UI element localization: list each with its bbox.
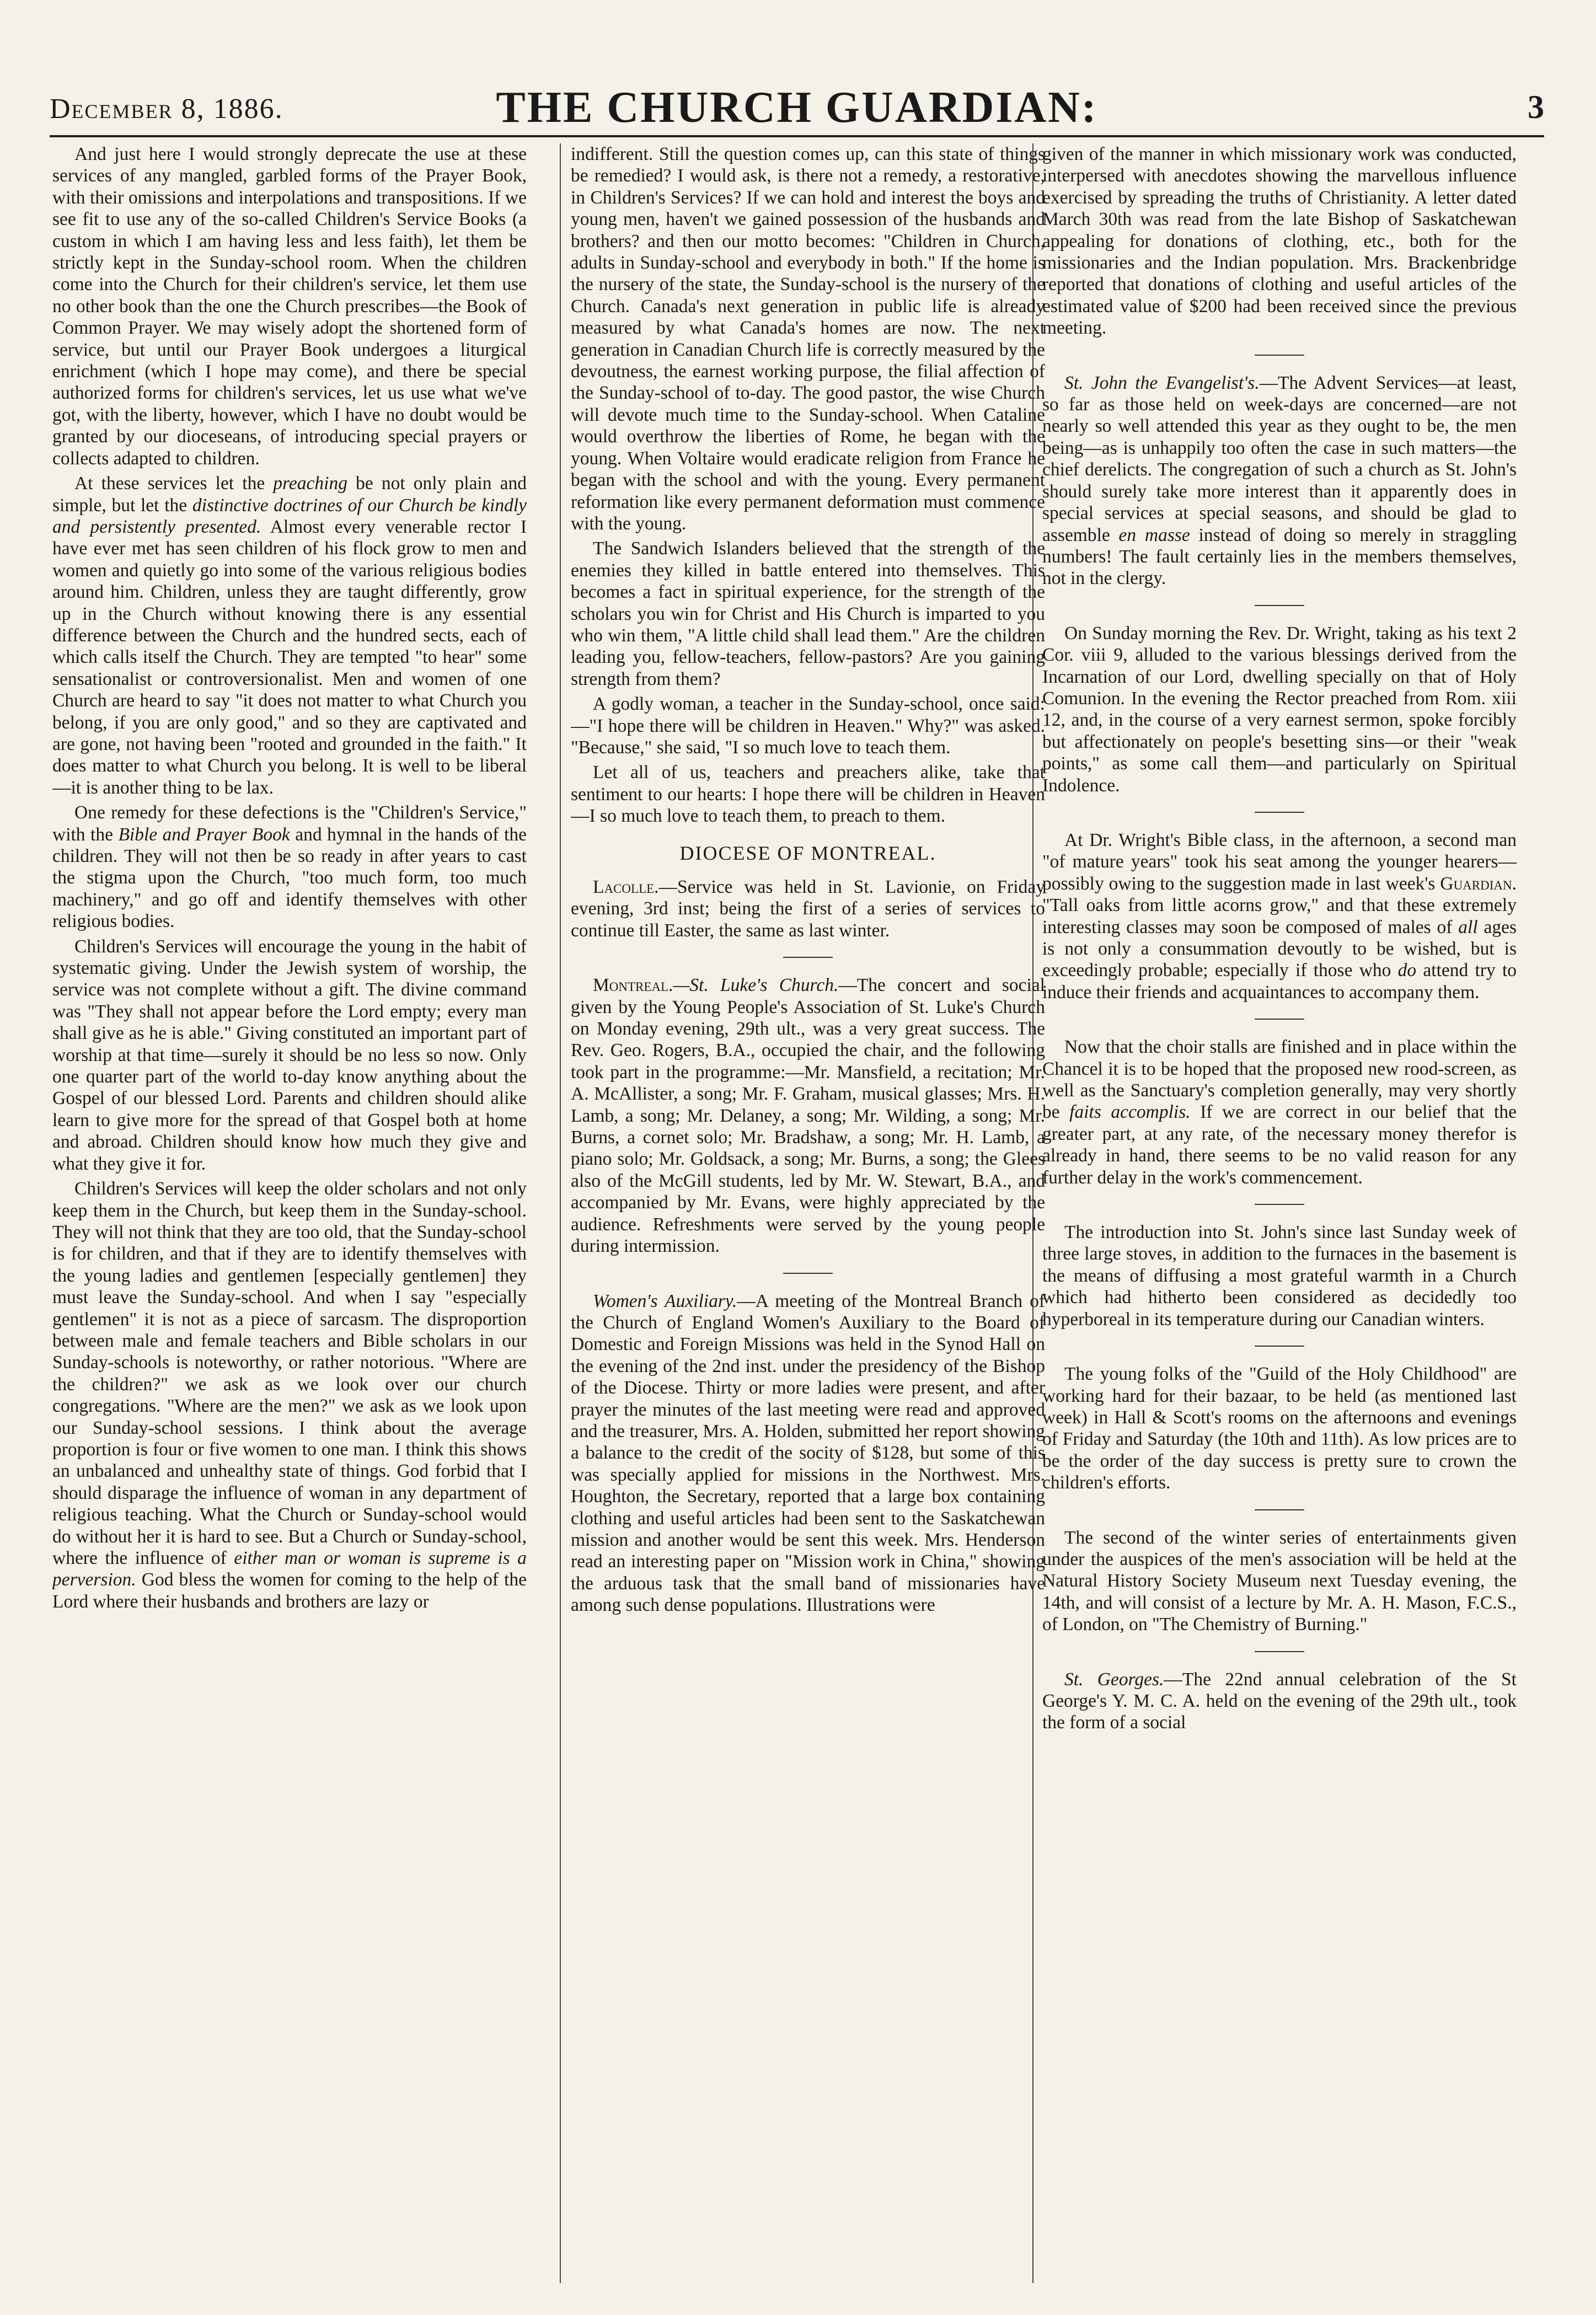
- paragraph: And just here I would strongly deprecate the use at these services of any mangled, garbled forms of the Prayer Book, with their omissions and interpolations and transpositions. If we see fit to use any of the so-called Children's Service Books (a custom in which I am having less and less faith), let them be strictly kept in the Sunday-school room. When the children come into the Church for their children's service, let them use no other book than the one the Church prescribes—the Book of Common Prayer. We may wisely adopt the shortened form of service, but until our Prayer Book undergoes a liturgical enrichment (which I hope may come), and there be special authorized forms for children's services, let us use what we've got, with the liberty, however, which I have no doubt would be granted by our dioceseans, of introducing special prayers or collects adapted to children.: [52, 144, 527, 469]
- separator: [1255, 812, 1304, 813]
- separator: [1255, 1509, 1304, 1510]
- issue-date: December 8, 1886.: [50, 93, 283, 125]
- paragraph: Montreal.—St. Luke's Church.—The concert and social given by the Young People's Association of St. Luke's Church on Monday evening, 29th ult., was a very great success. The Rev. Geo. Rogers, B.A., occupied the chair, and the following took part in the programme:—Mr. Mansfield, a recitation; Mr. A. McAllister, a song; Mr. F. Graham, musical glasses; Mrs. H. Lamb, a song; Mr. Delaney, a song; Mr. Wilding, a song; Mr. Burns, a cornet solo; Mr. Bradshaw, a song; Mr. H. Lamb, a piano solo; Mr. Goldsack, a song; Mr. Burns, a song; the Glees also of the McGill students, led by Mr. W. Stewart, B.A., and accompanied by Mr. Evans, were highly appreciated by the audience. Refreshments were served by the young people during intermission.: [571, 975, 1045, 1257]
- paragraph: St. John the Evangelist's.—The Advent Services—at least, so far as those held on week-days are concerned—are not nearly so well attended this year as they ought to be, the men being—as is unhappily too often the case in such matters—the chief derelicts. The congregation of such a church as St. John's should surely take more interest than it apparently does in special services at special seasons, and should be glad to assemble en masse instead of doing so merely in straggling numbers! The fault certainly lies in the members themselves, not in the clergy.: [1042, 372, 1517, 589]
- paragraph: On Sunday morning the Rev. Dr. Wright, taking as his text 2 Cor. viii 9, alluded to the various blessings derived from the Incarnation of our Lord, dwelling specially on that of Holy Comunion. In the evening the Rector preached from Rom. xiii 12, and, in the course of a very earnest sermon, spoke forcibly but affectionately on people's besetting sins—or their "weak points," as some call them—and particularly on Spiritual Indolence.: [1042, 623, 1517, 796]
- paragraph: At Dr. Wright's Bible class, in the afternoon, a second man "of mature years" took his seat among the younger hearers—possibly owing to the suggestion made in last week's Guardian. "Tall oaks from little acorns grow," and that these extremely interesting classes may soon be composed of males of all ages is not only a consummation devoutly to be wished, but is exceedingly probable; especially if those who do attend try to induce their friends and acquaintances to accompany them.: [1042, 829, 1517, 1003]
- paragraph: The young folks of the "Guild of the Holy Childhood" are working hard for their bazaar, to be held (as mentioned last week) in Hall & Scott's rooms on the afternoons and evenings of Friday and Saturday (the 10th and 11th). As low prices are to be the order of the day success is pretty sure to crown the children's efforts.: [1042, 1364, 1517, 1493]
- separator: [783, 957, 833, 958]
- paragraph: St. Georges.—The 22nd annual celebration of the St George's Y. M. C. A. held on the evening of the 29th ult., took the form of a social: [1042, 1669, 1517, 1733]
- paragraph: given of the manner in which missionary work was conducted, interpersed with anecdotes showing the marvellous influence exercised by spreading the truths of Christianity. A letter dated March 30th was read from the late Bishop of Saskatchewan appealing for donations of clothing, etc., both for the missionaries and the Indian population. Mrs. Brackenbridge reported that donations of clothing and useful articles of the estimated value of $200 had been received since the previous meeting.: [1042, 144, 1517, 339]
- masthead-rule: [50, 135, 1544, 137]
- section-heading: DIOCESE OF MONTREAL.: [679, 842, 936, 864]
- paragraph: The introduction into St. John's since last Sunday week of three large stoves, in addition to the furnaces in the basement is the means of diffusing a most grateful warmth in a Church which had hitherto been considered as decidedly too hyperboreal in its temperature during our Canadian winters.: [1042, 1222, 1517, 1330]
- column-3: [1042, 143, 1517, 2283]
- separator: [1255, 1651, 1304, 1652]
- paragraph: One remedy for these defections is the "Children's Service," with the Bible and Prayer Book and hymnal in the hands of the children. They will not then be so ready in after years to cast the stigma upon the Church, "too much form, too much machinery," and go off and identify themselves with other religious bodies.: [52, 802, 527, 932]
- separator: [1255, 605, 1304, 606]
- paragraph: Now that the choir stalls are finished and in place within the Chancel it is to be hoped that the proposed new rood-screen, as well as the Sanctuary's completion generally, may very shortly be faits accomplis. If we are correct in our belief that the greater part, at any rate, of the necessary money therefor is already in hand, there seems to be no valid reason for any further delay in the work's commencement.: [1042, 1037, 1517, 1188]
- separator: [1255, 1346, 1304, 1347]
- column-1: [52, 143, 527, 2283]
- paragraph: Let all of us, teachers and preachers alike, take that sentiment to our hearts: I hope there will be children in Heaven—I so much love to teach them, to preach to them.: [571, 762, 1045, 827]
- newspaper-title: THE CHURCH GUARDIAN:: [496, 83, 1098, 132]
- separator: [1255, 1019, 1304, 1020]
- paragraph: Lacolle.—Service was held in St. Lavionie, on Friday evening, 3rd inst; being the first of a series of services to continue till Easter, the same as last winter.: [571, 877, 1045, 941]
- paragraph: Children's Services will keep the older scholars and not only keep them in the Church, but keep them in the Sunday-school. They will not think that they are too old, that the Sunday-school is for children, and that if they are to identify themselves with the young ladies and gentlemen [especially gentlemen] they must leave the Sunday-school. And when I say "especially gentlemen" it is not as a piece of sarcasm. The disproportion between male and female teachers and Bible scholars in our Sunday-schools is noteworthy, or rather notorious. "Where are the children?" we ask as we look over our church congregations. "Where are the men?" we ask as we look upon our Sunday-school sessions. I think about the average proportion is four or five women to one man. I think this shows an unbalanced and unhealthy state of things. God forbid that I should disparage the influence of woman in any department of religious teaching. What the Church or Sunday-school would do without her it is hard to see. But a Church or Sunday-school, where the influence of either man or woman is supreme is a perversion. God bless the women for coming to the help of the Lord where their husbands and brothers are lazy or: [52, 1178, 527, 1612]
- masthead: [50, 83, 1544, 132]
- paragraph: Women's Auxiliary.—A meeting of the Montreal Branch of the Church of England Women's Auxiliary to the Board of Domestic and Foreign Missions was held in the Synod Hall on the evening of the 2nd inst. under the presidency of the Bishop of the Diocese. Thirty or more ladies were present, and after prayer the minutes of the last meeting were read and approved and the treasurer, Mrs. A. Holden, submitted her report showing a balance to the credit of the socity of $128, but some of this was specially applied for missions in the Northwest. Mrs. Houghton, the Secretary, reported that a large box containing clothing and useful articles had been sent to the Saskatchewan mission and another would be sent this week. Mrs. Henderson read an interesting paper on "Mission work in China," showing the arduous task that the small band of missionaries have among such dense populations. Illustrations were: [571, 1290, 1045, 1616]
- separator: [1255, 1204, 1304, 1205]
- paragraph: A godly woman, a teacher in the Sunday-school, once said:—"I hope there will be children in Heaven." Why?" was asked. "Because," she said, "I so much love to teach them.: [571, 694, 1045, 758]
- separator: [783, 1273, 833, 1274]
- paragraph: Children's Services will encourage the young in the habit of systematic giving. Under the Jewish system of worship, the service was not complete without a gift. The divine command was "They shall not appear before the Lord empty; every man shall give as he is able." Giving constituted an important part of worship at that time—surely it should be no less so now. Only one quarter part of the world to-day know anything about the Gospel of our blessed Lord. Parents and children should alike learn to give more for the spread of that Gospel both at home and abroad. Children should know how much they give and what they give it for.: [52, 936, 527, 1174]
- paragraph: At these services let the preaching be not only plain and simple, but let the distinctive doctrines of our Church be kindly and persistently presented. Almost every venerable rector I have ever met has seen children of his flock grow to men and women and quietly go into some of the various religious bodies around him. Children, unless they are taught differently, grow up in the Church without knowing there is any essential difference between the Church and the hundred sects, each of which calls itself the Church. They are tempted "to hear" some sensationalist or controversionalist. Men and women of one Church are heard to say "it does not matter to what Church you belong, if you are only good," and so they are captivated and are gone, not having been "rooted and grounded in the faith." It does matter to what Church you belong. It is well to be liberal—it is another thing to be lax.: [52, 473, 527, 798]
- page-number: 3: [1528, 89, 1544, 125]
- column-2: [571, 143, 1045, 2283]
- separator: [1255, 355, 1304, 356]
- paragraph: The Sandwich Islanders believed that the strength of the enemies they killed in battle entered into themselves. This becomes a fact in spiritual experience, for the strength of the scholars you win for Christ and His Church is imparted to you who win them, "A little child shall lead them." Are the children leading you, fellow-teachers, fellow-pastors? Are you gaining strength from them?: [571, 538, 1045, 689]
- paragraph: indifferent. Still the question comes up, can this state of things be remedied? I would ask, is there not a remedy, a restorative, in Children's Services? If we can hold and interest the boys and young men, haven't we gained possession of the husbands and brothers? and then our motto becomes: "Children in Church, adults in Sunday-school and everybody in both." If the home is the nursery of the state, the Sunday-school is the nursery of the Church. Canada's next generation in public life is already measured by what Canada's homes are now. The next generation in Canadian Church life is correctly measured by the devoutness, the earnest working purpose, the filial affection of the Sunday-school of to-day. The good pastor, the wise Church will devote much time to the Sunday-school. When Cataline would overthrow the liberties of Rome, he began with the young. When Voltaire would eradicate religion from France he began with the school and with the young. Every permanent reformation like every permanent deformation must commence with the young.: [571, 144, 1045, 534]
- column-divider: [560, 143, 561, 2283]
- paragraph: The second of the winter series of entertainments given under the auspices of the men's association will be held at the Natural History Society Museum next Tuesday evening, the 14th, and will consist of a lecture by Mr. A. H. Mason, F.C.S., of London, on "The Chemistry of Burning.": [1042, 1527, 1517, 1635]
